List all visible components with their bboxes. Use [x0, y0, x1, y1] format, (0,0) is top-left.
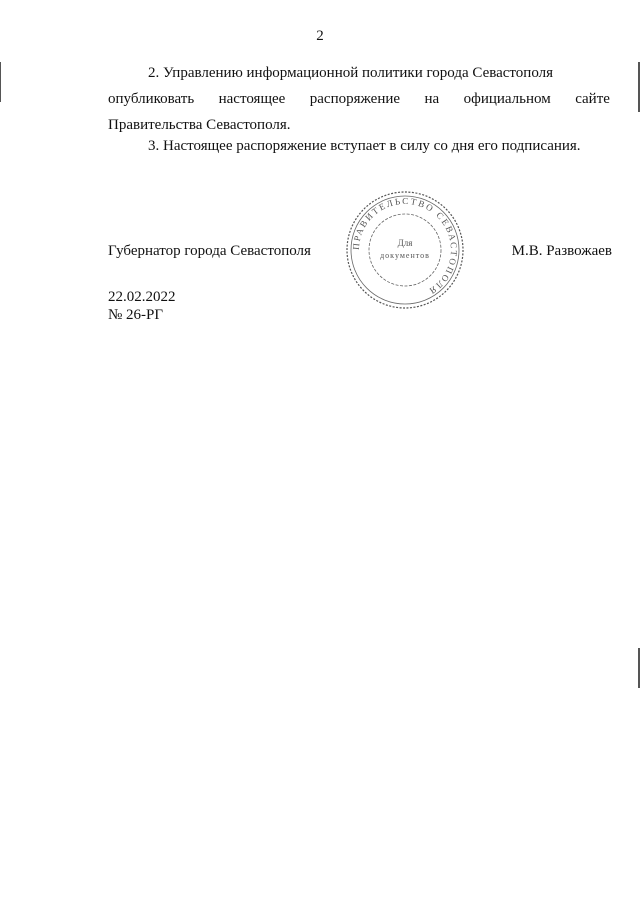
- paragraph-2-line-2: [108, 86, 610, 112]
- signer-position: Губернатор города Севастополя: [108, 243, 311, 259]
- seal-ring-text: ПРАВИТЕЛЬСТВО СЕВАСТОПОЛЯ: [350, 195, 460, 298]
- word: распоряжение: [309, 91, 401, 107]
- word: настоящее: [218, 91, 286, 107]
- paragraph-2: [108, 60, 610, 138]
- page-number: 2: [316, 28, 324, 44]
- word: официальном: [463, 91, 551, 107]
- document-number: № 26-РГ: [108, 307, 164, 323]
- paragraph-2-line-1: 2. Управлению информационной политики города Севастополя: [148, 65, 553, 81]
- signer-name: М.В. Развожаев: [511, 243, 612, 259]
- document-date: 22.02.2022: [108, 289, 176, 305]
- paragraph-3-text: 3. Настоящее распоряжение вступает в силу со дня его подписания.: [148, 138, 581, 154]
- paragraph-3: [108, 133, 610, 159]
- seal-center-line-1: Для: [397, 238, 413, 248]
- scan-edge-mark: [0, 62, 1, 102]
- document-meta: [108, 288, 176, 324]
- word: опубликовать: [108, 91, 195, 107]
- seal-center-line-2: документов: [380, 251, 430, 260]
- word: на: [424, 91, 440, 107]
- official-seal-icon: [343, 188, 467, 312]
- word: сайте: [575, 91, 610, 107]
- paragraph-2-line-3: Правительства Севастополя.: [108, 117, 291, 133]
